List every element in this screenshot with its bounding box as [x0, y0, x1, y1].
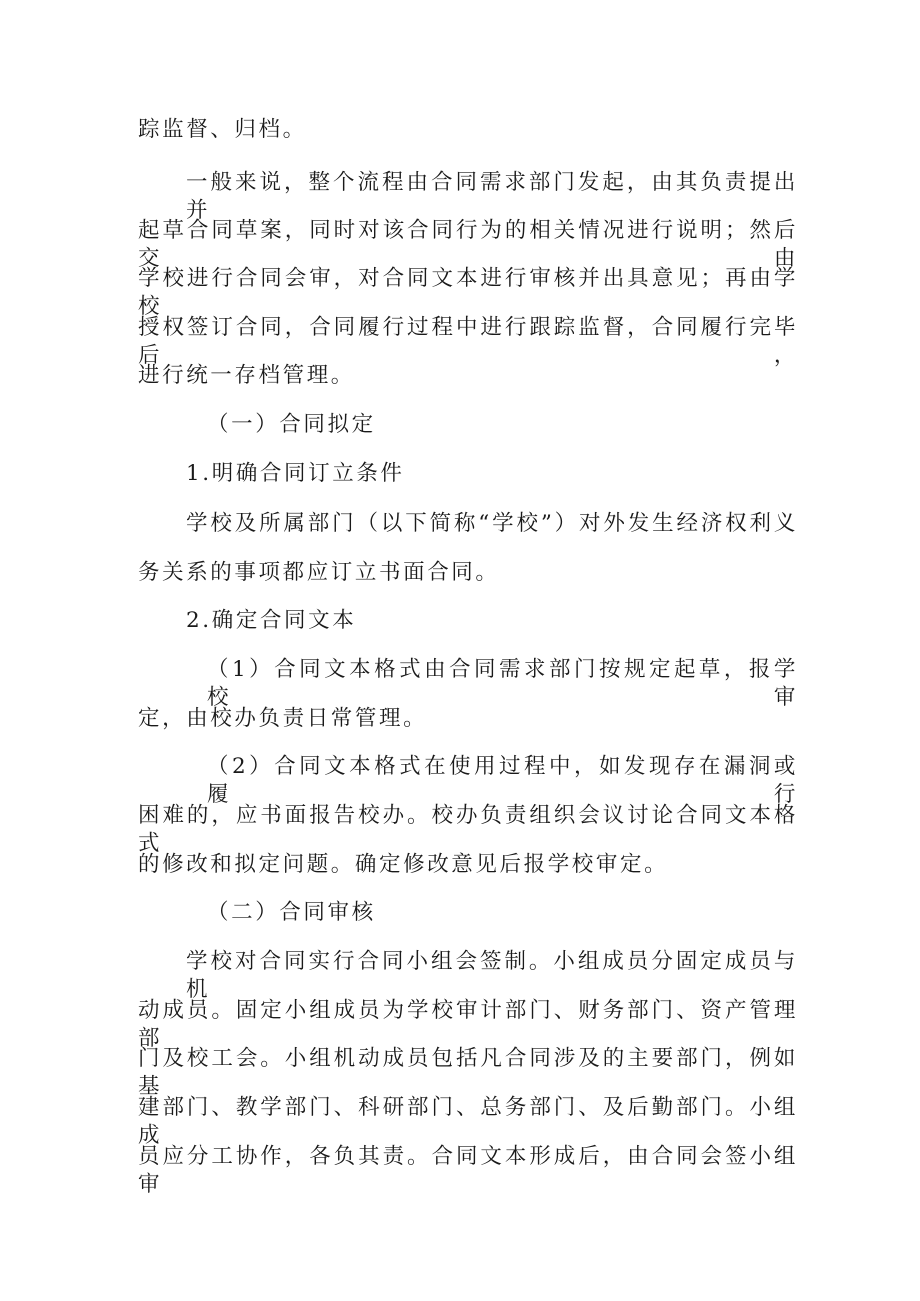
- paragraph-line: 授权签订合同，合同履行过程中进行跟踪监督，合同履行完毕后，: [138, 315, 798, 368]
- paragraph-line: （1）合同文本格式由合同需求部门按规定起草，报学校审: [207, 657, 798, 710]
- subsection-heading: 2.确定合同文本: [186, 608, 357, 633]
- subsection-heading: 1.明确合同订立条件: [186, 461, 405, 486]
- paragraph-line: 员应分工协作，各负其责。合同文本形成后，由合同会签小组审: [138, 1144, 798, 1197]
- paragraph-line: 一般来说，整个流程由合同需求部门发起，由其负责提出并: [186, 170, 798, 223]
- paragraph-line: 起草合同草案，同时对该合同行为的相关情况进行说明；然后交由: [138, 218, 798, 271]
- paragraph-line: 门及校工会。小组机动成员包括凡合同涉及的主要部门，例如基: [138, 1046, 798, 1099]
- section-heading: （二）合同审核: [207, 900, 376, 925]
- paragraph-line: 的修改和拟定问题。确定修改意见后报学校审定。: [138, 852, 669, 877]
- paragraph-line: 困难的，应书面报告校办。校办负责组织会议讨论合同文本格式: [138, 803, 798, 856]
- paragraph-line: 定，由校办负责日常管理。: [138, 706, 428, 731]
- paragraph-line: 动成员。固定小组成员为学校审计部门、财务部门、资产管理部: [138, 998, 798, 1051]
- paragraph-line: 学校进行合同会审，对合同文本进行审核并出具意见；再由学校: [138, 266, 798, 319]
- section-heading: （一）合同拟定: [207, 412, 376, 437]
- paragraph-line: （2）合同文本格式在使用过程中，如发现存在漏洞或履行: [207, 754, 798, 807]
- paragraph-line: 学校及所属部门（以下简称“学校”）对外发生经济权利义: [186, 511, 798, 536]
- paragraph-line: 务关系的事项都应订立书面合同。: [138, 560, 500, 585]
- paragraph-line: 进行统一存档管理。: [138, 363, 355, 388]
- paragraph-line: 建部门、教学部门、科研部门、总务部门、及后勤部门。小组成: [138, 1095, 798, 1148]
- paragraph-line: 学校对合同实行合同小组会签制。小组成员分固定成员与机: [186, 949, 798, 1002]
- paragraph-line: 踪监督、归档。: [138, 117, 307, 142]
